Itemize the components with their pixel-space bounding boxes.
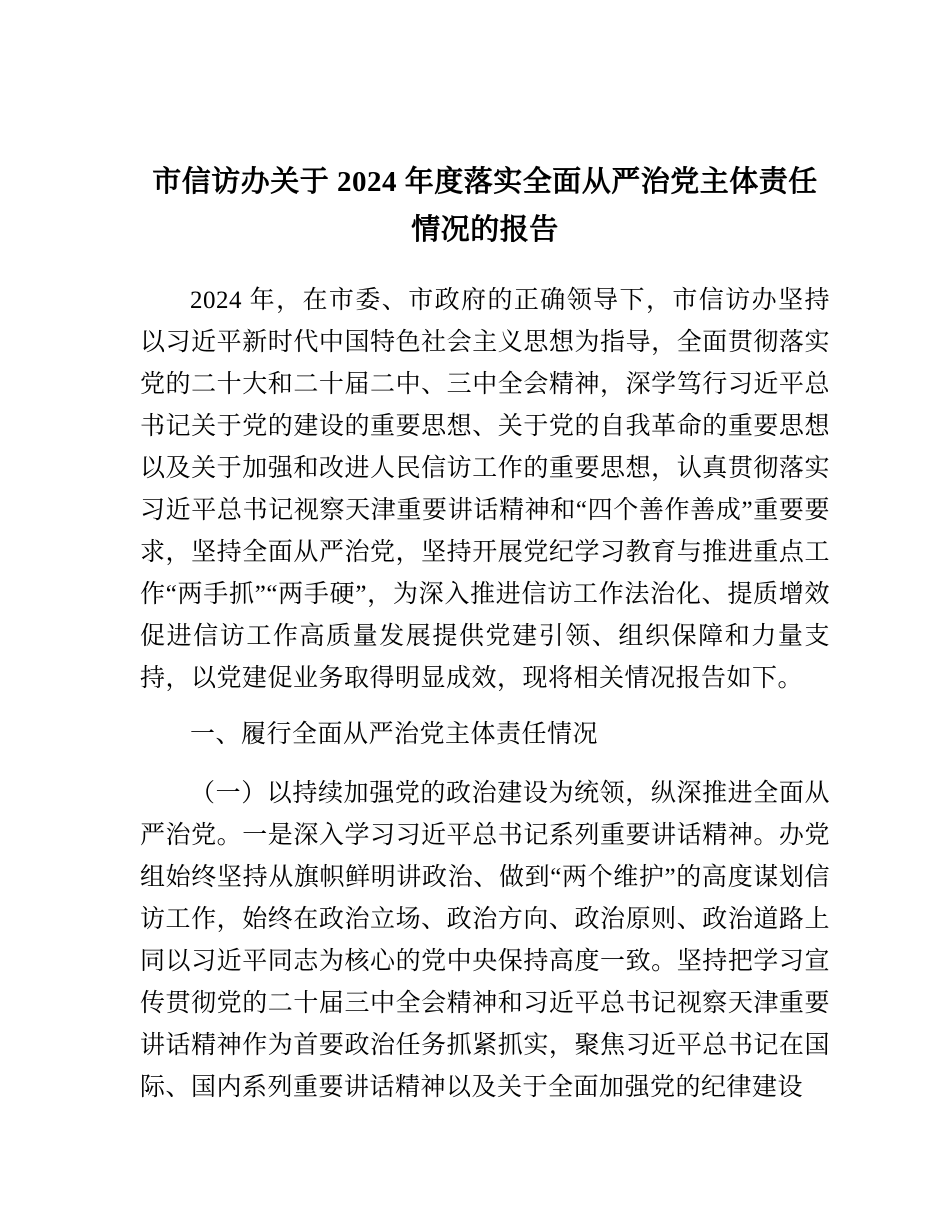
section-heading: 一、履行全面从严治党主体责任情况: [190, 721, 599, 748]
section-paragraph: （一）以持续加强党的政治建设为统领，纵深推进全面从严治党。一是深入学习习近平总书记系列重要讲话精神。办党组始终坚持从旗帜鲜明讲政治、做到“两个维护”的高度谋划信访工作，始终在政治立场、政治方向、政治原则、政治道路上同以习近平同志为核心的党中央保持高度一致。坚持把学习宣传贯彻党的二十届三中全会精神和习近平总书记视察天津重要讲话精神作为首要政治任务抓紧抓实，聚焦习近平总书记在国际、国内系列重要讲话精神以及关于全面加强党的纪律建设: [140, 780, 830, 1101]
intro-paragraph: 2024 年，在市委、市政府的正确领导下，市信访办坚持以习近平新时代中国特色社会主义思想为指导，全面贯彻落实党的二十大和二十届二中、三中全会精神，深学笃行习近平总书记关于党的建设的重要思想、关于党的自我革命的重要思想以及关于加强和改进人民信访工作的重要思想，认真贯彻落实习近平总书记视察天津重要讲话精神和“四个善作善成”重要要求，坚持全面从严治党，坚持开展党纪学习教育与推进重点工作“两手抓”“两手硬”，为深入推进信访工作法治化、提质增效促进信访工作高质量发展提供党建引领、组织保障和力量支持，以党建促业务取得明显成效，现将相关情况报告如下。: [140, 287, 830, 692]
document-title: 市信访办关于 2024 年度落实全面从严治党主体责任情况的报告: [152, 166, 818, 246]
